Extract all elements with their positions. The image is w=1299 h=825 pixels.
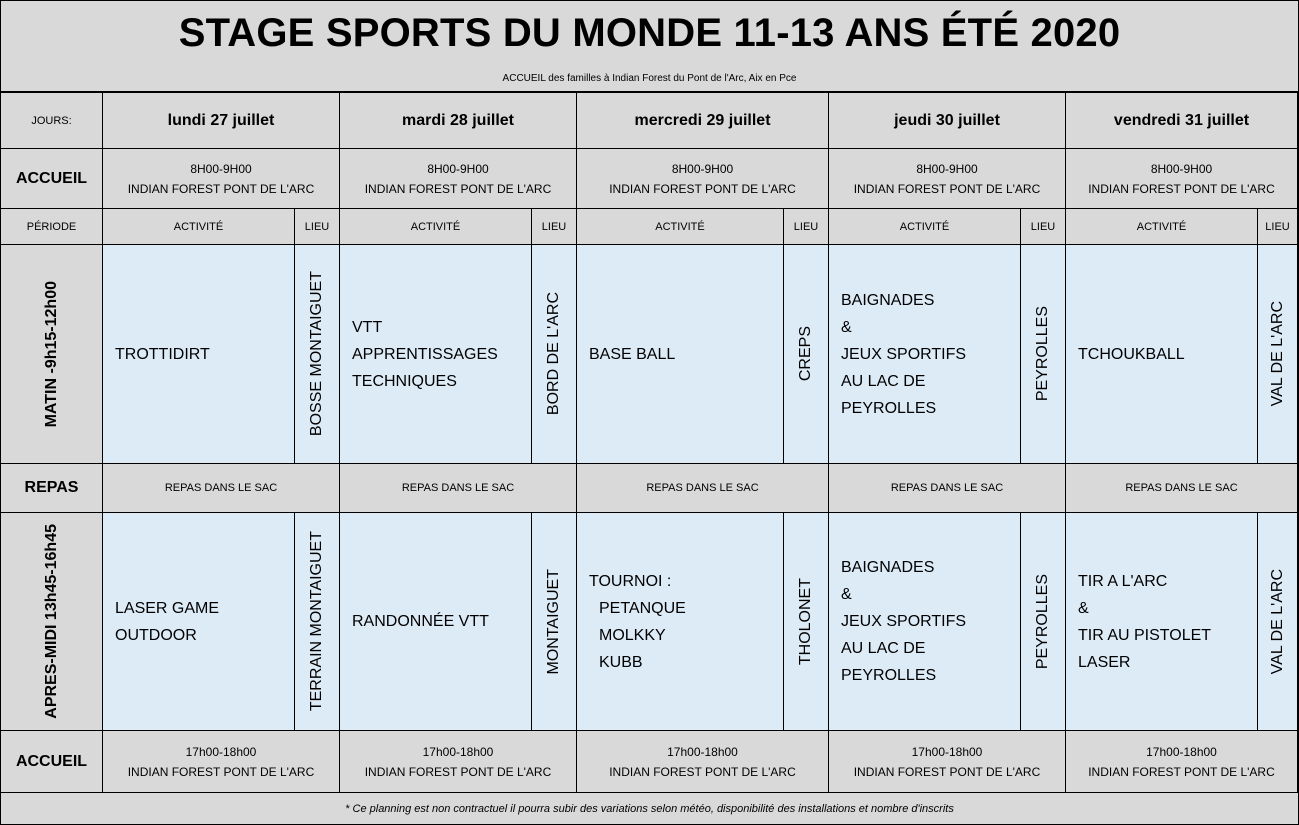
accueil-time: 8H00-9H00 xyxy=(916,161,978,176)
page-subtitle: ACCUEIL des familles à Indian Forest du Pont de l'Arc, Aix en Pce xyxy=(502,73,797,84)
repas-cell: REPAS DANS LE SAC xyxy=(103,464,340,513)
activity-line: TIR A L'ARC xyxy=(1078,572,1168,590)
lieu-text: BOSSE MONTAIGUET xyxy=(308,271,325,437)
day-header: mardi 28 juillet xyxy=(340,93,577,149)
accueil-time: 8H00-9H00 xyxy=(427,161,489,176)
activity-line: AU LAC DE xyxy=(841,372,926,390)
afternoon-activity xyxy=(1066,513,1258,731)
afternoon-activity xyxy=(103,513,295,731)
accueil-place: INDIAN FOREST PONT DE L'ARC xyxy=(853,181,1041,196)
activity-line: LASER GAME xyxy=(115,599,220,617)
accueil-place: INDIAN FOREST PONT DE L'ARC xyxy=(1088,764,1275,779)
lieu-text: CREPS xyxy=(797,326,814,382)
morning-lieu xyxy=(784,245,829,464)
activity-line: & xyxy=(841,318,852,336)
activity-line: MOLKKY xyxy=(599,626,666,644)
day-header: vendredi 31 juillet xyxy=(1066,93,1298,149)
lieu-header: LIEU xyxy=(1258,209,1298,245)
afternoon-lieu xyxy=(1021,513,1066,731)
morning-activity xyxy=(577,245,784,464)
morning-activity xyxy=(829,245,1021,464)
matin-label xyxy=(1,245,103,464)
accueil-morning xyxy=(577,149,829,209)
apresmidi-label-text: APRES-MIDI 13h45-16h45 xyxy=(42,524,60,719)
accueil-place: INDIAN FOREST PONT DE L'ARC xyxy=(364,181,552,196)
activity-line: TECHNIQUES xyxy=(352,372,457,390)
matin-label-text: MATIN -9h15-12h00 xyxy=(42,280,60,428)
lieu-text: THOLONET xyxy=(797,577,814,666)
lieu-header: LIEU xyxy=(1021,209,1066,245)
accueil-time: 8H00-9H00 xyxy=(1150,161,1213,176)
accueil-label: ACCUEIL xyxy=(1,149,103,209)
activity-line: LASER xyxy=(1078,653,1131,671)
day-header: mercredi 29 juillet xyxy=(577,93,829,149)
afternoon-lieu xyxy=(1258,513,1298,731)
lieu-header: LIEU xyxy=(532,209,577,245)
lieu-text: PEYROLLES xyxy=(1034,306,1051,402)
accueil-evening xyxy=(103,731,340,793)
morning-lieu xyxy=(532,245,577,464)
accueil-morning xyxy=(340,149,577,209)
periode-label: PÉRIODE xyxy=(1,209,103,245)
activity-line: BASE BALL xyxy=(589,345,676,363)
page-title: STAGE SPORTS DU MONDE 11-13 ANS ÉTÉ 2020 xyxy=(178,11,1121,55)
accueil-morning xyxy=(829,149,1066,209)
activity-line: BAIGNADES xyxy=(841,559,935,576)
accueil-time: 17h00-18h00 xyxy=(667,744,738,759)
title-area xyxy=(1,1,1298,93)
day-header: jeudi 30 juillet xyxy=(829,93,1066,149)
accueil-soir-label: ACCUEIL xyxy=(1,731,103,793)
activity-line: PETANQUE xyxy=(599,599,686,617)
activity-line: VTT xyxy=(352,318,383,336)
repas-cell: REPAS DANS LE SAC xyxy=(340,464,577,513)
activite-header: ACTIVITÉ xyxy=(577,209,784,245)
accueil-place: INDIAN FOREST PONT DE L'ARC xyxy=(364,764,552,779)
accueil-evening xyxy=(829,731,1066,793)
activity-line: JEUX SPORTIFS xyxy=(841,345,967,363)
morning-lieu xyxy=(1258,245,1298,464)
footer-note: * Ce planning est non contractuel il pourra subir des variations selon météo, disponibilité des installations et nombre d'inscrits xyxy=(345,802,954,815)
activity-line: JEUX SPORTIFS xyxy=(841,613,967,630)
activite-header: ACTIVITÉ xyxy=(340,209,532,245)
activity-line: AU LAC DE xyxy=(841,640,926,657)
repas-cell: REPAS DANS LE SAC xyxy=(1066,464,1298,513)
apresmidi-label xyxy=(1,513,103,731)
day-header: lundi 27 juillet xyxy=(103,93,340,149)
repas-cell: REPAS DANS LE SAC xyxy=(577,464,829,513)
accueil-morning xyxy=(103,149,340,209)
activity-line: PEYROLLES xyxy=(841,399,937,417)
accueil-time: 8H00-9H00 xyxy=(671,161,734,176)
morning-lieu xyxy=(295,245,340,464)
activity-line: & xyxy=(841,586,852,603)
activity-line: BAIGNADES xyxy=(841,291,935,309)
afternoon-activity xyxy=(577,513,784,731)
afternoon-lieu xyxy=(295,513,340,731)
lieu-text: MONTAIGUET xyxy=(545,568,562,675)
jours-label: JOURS: xyxy=(1,93,103,149)
accueil-evening xyxy=(340,731,577,793)
activite-header: ACTIVITÉ xyxy=(829,209,1021,245)
morning-activity xyxy=(103,245,295,464)
lieu-header: LIEU xyxy=(295,209,340,245)
activity-line: TROTTIDIRT xyxy=(115,345,210,363)
morning-activity xyxy=(1066,245,1258,464)
accueil-time: 17h00-18h00 xyxy=(1146,744,1217,759)
lieu-text: TERRAIN MONTAIGUET xyxy=(308,531,325,712)
activity-line: TIR AU PISTOLET xyxy=(1078,626,1212,644)
activity-line: KUBB xyxy=(599,653,643,671)
activity-line: TCHOUKBALL xyxy=(1078,345,1185,363)
activite-header: ACTIVITÉ xyxy=(103,209,295,245)
afternoon-lieu xyxy=(532,513,577,731)
afternoon-lieu xyxy=(784,513,829,731)
repas-label: REPAS xyxy=(1,464,103,513)
activity-line: & xyxy=(1078,599,1089,617)
activity-line: RANDONNÉE VTT xyxy=(352,613,489,630)
accueil-time: 17h00-18h00 xyxy=(422,744,494,759)
activity-line: APPRENTISSAGES xyxy=(352,345,498,363)
lieu-text: PEYROLLES xyxy=(1034,573,1051,670)
accueil-time: 17h00-18h00 xyxy=(911,744,983,759)
activite-header: ACTIVITÉ xyxy=(1066,209,1258,245)
afternoon-activity xyxy=(829,513,1021,731)
accueil-time: 8H00-9H00 xyxy=(190,161,252,176)
lieu-text: VAL DE L'ARC xyxy=(1268,301,1286,407)
accueil-place: INDIAN FOREST PONT DE L'ARC xyxy=(127,764,315,779)
accueil-morning xyxy=(1066,149,1298,209)
repas-cell: REPAS DANS LE SAC xyxy=(829,464,1066,513)
lieu-text: VAL DE L'ARC xyxy=(1268,568,1286,675)
accueil-place: INDIAN FOREST PONT DE L'ARC xyxy=(609,764,796,779)
activity-line: PEYROLLES xyxy=(841,667,937,684)
accueil-place: INDIAN FOREST PONT DE L'ARC xyxy=(1088,181,1275,196)
lieu-text: BORD DE L'ARC xyxy=(545,292,562,416)
morning-activity xyxy=(340,245,532,464)
accueil-evening xyxy=(577,731,829,793)
lieu-header: LIEU xyxy=(784,209,829,245)
afternoon-activity xyxy=(340,513,532,731)
accueil-place: INDIAN FOREST PONT DE L'ARC xyxy=(609,181,796,196)
accueil-place: INDIAN FOREST PONT DE L'ARC xyxy=(127,181,315,196)
morning-lieu xyxy=(1021,245,1066,464)
activity-line: TOURNOI : xyxy=(589,572,672,590)
accueil-time: 17h00-18h00 xyxy=(185,744,257,759)
accueil-place: INDIAN FOREST PONT DE L'ARC xyxy=(853,764,1041,779)
accueil-evening xyxy=(1066,731,1298,793)
activity-line: OUTDOOR xyxy=(115,626,197,644)
